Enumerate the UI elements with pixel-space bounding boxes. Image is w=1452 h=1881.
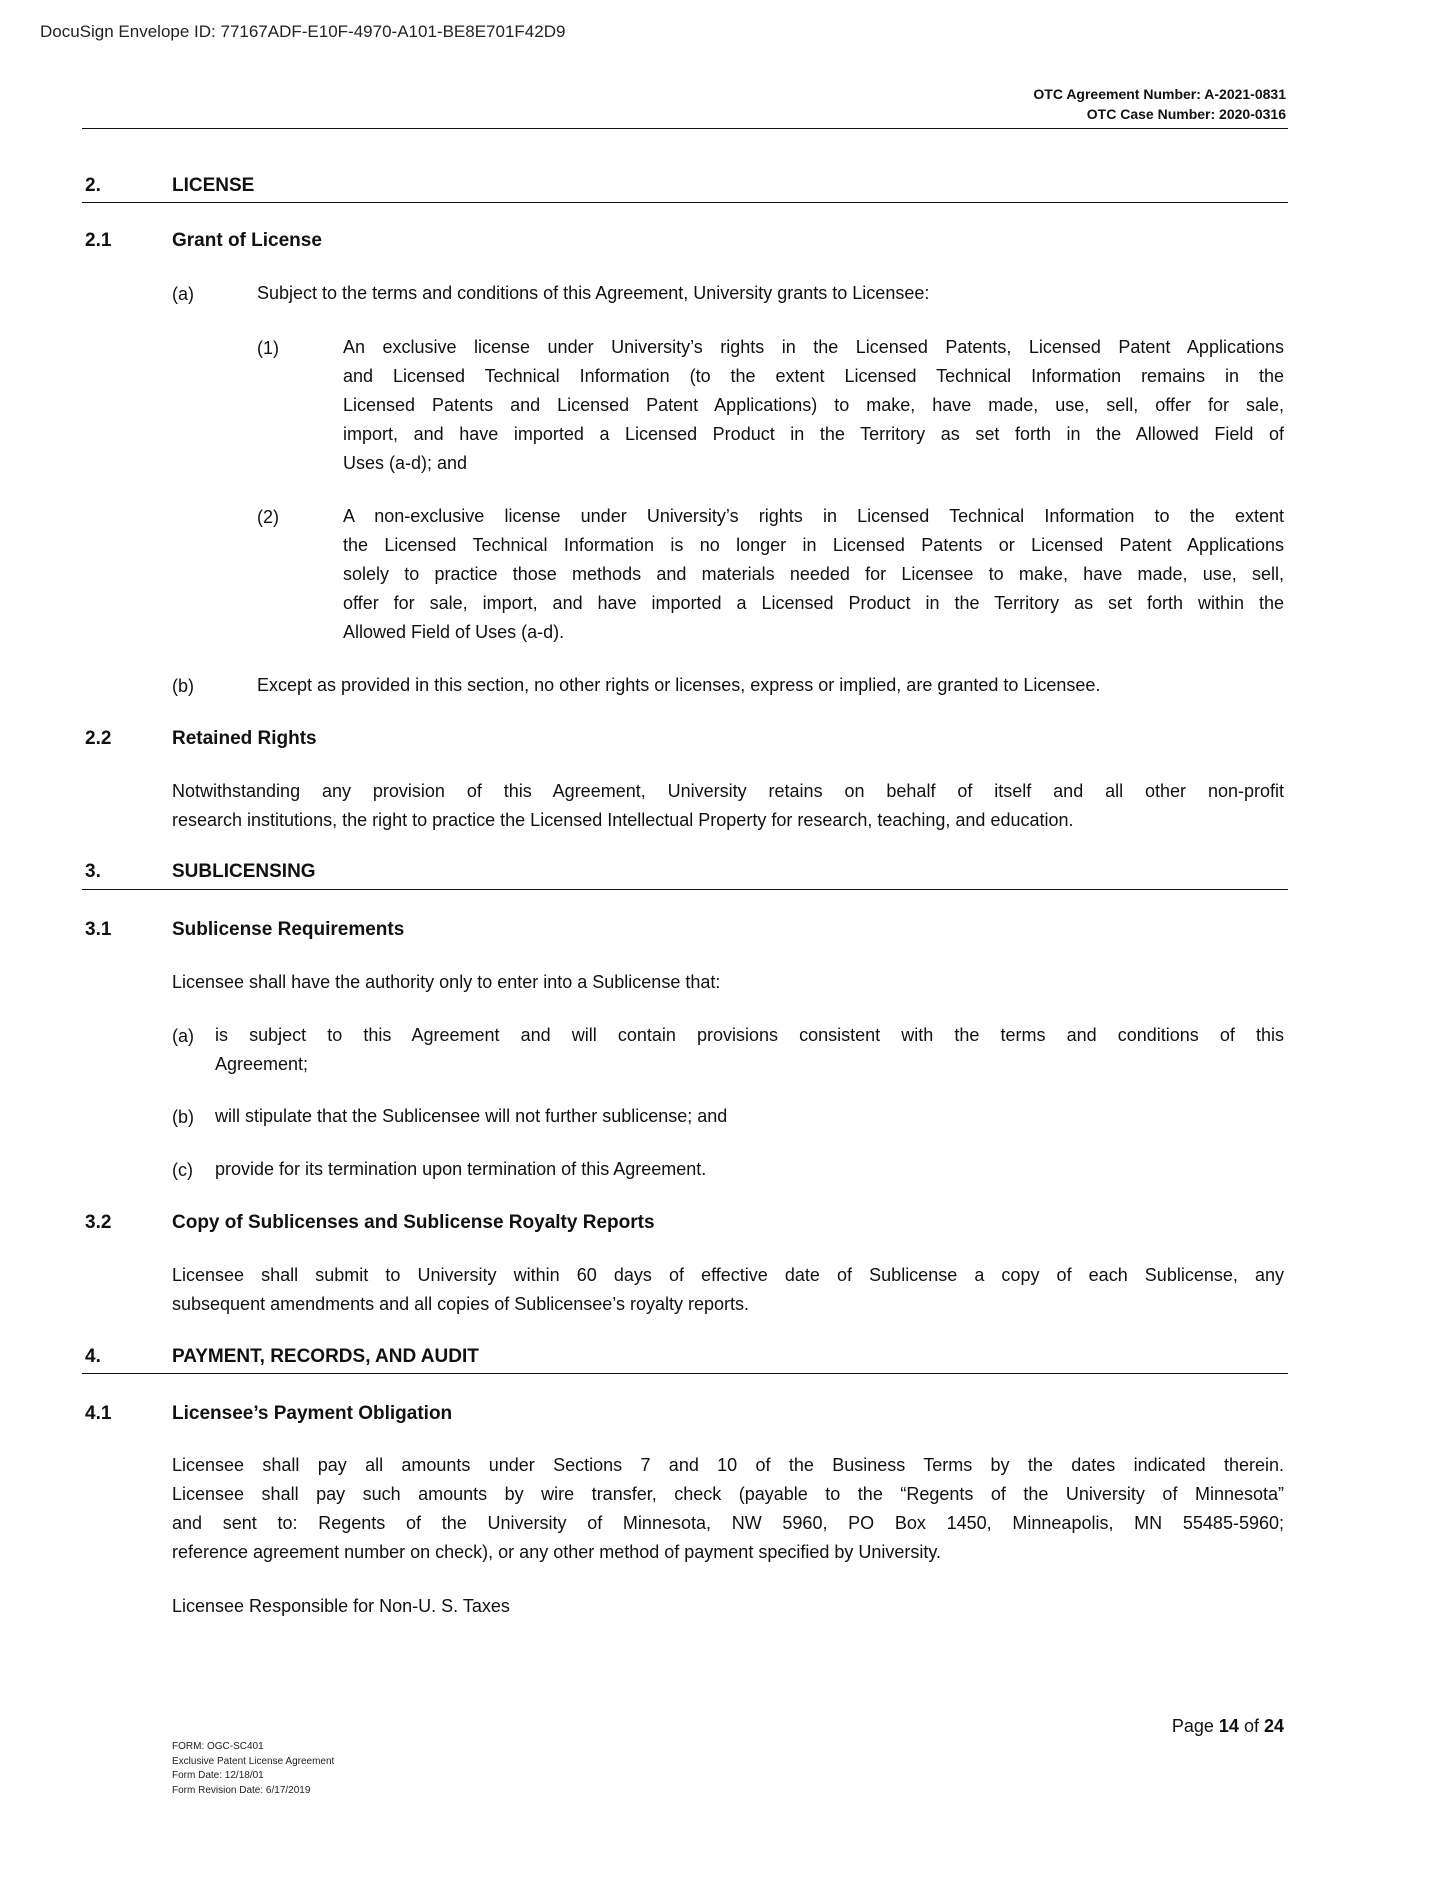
clause-2-1-a-1-text	[343, 333, 1284, 478]
section-2-title: LICENSE	[172, 175, 255, 196]
section-3-number: 3.	[85, 861, 101, 882]
clause-2-1-b-text	[257, 671, 1284, 700]
page-of: of	[1243, 1716, 1259, 1736]
text-line: An exclusive license under University’s rights in the Licensed Patents, Licensed Patent Applications	[343, 337, 1284, 357]
section-2-2-title: Retained Rights	[172, 728, 317, 749]
clause-3-1-a-label: (a)	[172, 1026, 194, 1046]
section-4-number: 4.	[85, 1346, 101, 1367]
page-total: 24	[1263, 1716, 1284, 1736]
section-3-title: SUBLICENSING	[172, 861, 316, 882]
clause-2-1-b-label: (b)	[172, 676, 194, 696]
clause-3-1-b-text	[215, 1102, 1284, 1131]
docusign-envelope-id: DocuSign Envelope ID: 77167ADF-E10F-4970-A101-BE8E701F42D9	[40, 22, 566, 41]
page-current: 14	[1218, 1716, 1239, 1736]
text-line: Subject to the terms and conditions of this Agreement, University grants to Licensee:	[257, 283, 930, 303]
otc-agreement-number: OTC Agreement Number: A-2021-0831	[1033, 86, 1286, 102]
text-line: Allowed Field of Uses (a-d).	[343, 622, 565, 642]
section-2-1-number: 2.1	[85, 230, 112, 251]
clause-3-1-c-label: (c)	[172, 1160, 193, 1180]
clause-2-1-a-2-label: (2)	[257, 507, 279, 527]
text-line: will stipulate that the Sublicensee will not further sublicense; and	[215, 1106, 728, 1126]
form-id: FORM: OGC-SC401	[172, 1741, 264, 1752]
section-2-1-title: Grant of License	[172, 230, 322, 251]
text-line: and Licensed Technical Information (to the extent Licensed Technical Information remains in the	[343, 366, 1284, 386]
text-line: Licensee shall submit to University within 60 days of effective date of Sublicense a copy of each Sublicense, any	[172, 1265, 1284, 1285]
text-line: reference agreement number on check), or any other method of payment specified by University.	[172, 1542, 942, 1562]
section-2-number: 2.	[85, 175, 101, 196]
text-line: and sent to: Regents of the University of Minnesota, NW 5960, PO Box 1450, Minneapolis, MN 55485-5960;	[172, 1513, 1284, 1533]
clause-3-1-c-text	[215, 1155, 1284, 1184]
text-line: Agreement;	[215, 1054, 309, 1074]
page-word: Page	[1171, 1716, 1214, 1736]
section-3-1-title: Sublicense Requirements	[172, 919, 405, 940]
text-line: research institutions, the right to practice the Licensed Intellectual Property for research, teaching, and education.	[172, 810, 1074, 830]
form-date: Form Date: 12/18/01	[172, 1770, 264, 1781]
form-name: Exclusive Patent License Agreement	[172, 1755, 335, 1767]
section-2-2-number: 2.2	[85, 728, 112, 749]
header-divider	[82, 128, 1288, 129]
clause-2-1-a-text	[257, 279, 1284, 308]
section-2-divider	[82, 202, 1288, 203]
text-line: A non-exclusive license under University’s rights in Licensed Technical Information to the extent	[343, 506, 1284, 526]
section-3-2-paragraph	[172, 1261, 1284, 1319]
text-line: Uses (a-d); and	[343, 453, 468, 473]
text-line: is subject to this Agreement and will contain provisions consistent with the terms and conditions of this	[215, 1025, 1284, 1045]
section-4-1-title: Licensee’s Payment Obligation	[172, 1403, 453, 1424]
clause-2-1-a-label: (a)	[172, 284, 194, 304]
form-info	[172, 1740, 334, 1798]
text-line: offer for sale, import, and have imported a Licensed Product in the Territory as set forth within the	[343, 593, 1284, 613]
clause-3-1-a-text	[215, 1021, 1284, 1079]
section-4-1-subheading	[172, 1592, 1284, 1621]
text-line: Licensee shall pay all amounts under Sections 7 and 10 of the Business Terms by the dates indicated therein.	[172, 1455, 1284, 1475]
section-3-divider	[82, 889, 1288, 890]
otc-case-number: OTC Case Number: 2020-0316	[1086, 106, 1286, 122]
section-4-divider	[82, 1373, 1288, 1374]
text-line: Licensee shall pay such amounts by wire transfer, check (payable to the “Regents of the University of Minnesota”	[172, 1484, 1284, 1504]
text-line: Except as provided in this section, no other rights or licenses, express or implied, are granted to Licensee.	[257, 675, 1101, 695]
section-3-1-number: 3.1	[85, 919, 112, 940]
clause-2-1-a-2-text	[343, 502, 1284, 647]
text-line: Licensed Patents and Licensed Patent Applications) to make, have made, use, sell, offer for sale,	[343, 395, 1284, 415]
text-line: Licensee Responsible for Non-U. S. Taxes	[172, 1596, 510, 1616]
text-line: import, and have imported a Licensed Product in the Territory as set forth in the Allowed Field of	[343, 424, 1284, 444]
section-3-2-number: 3.2	[85, 1212, 112, 1233]
section-4-title: PAYMENT, RECORDS, AND AUDIT	[172, 1346, 479, 1367]
text-line: Notwithstanding any provision of this Agreement, University retains on behalf of itself and all other non-profit	[172, 781, 1284, 801]
section-3-2-title: Copy of Sublicenses and Sublicense Royalty Reports	[172, 1212, 655, 1233]
text-line: Licensee shall have the authority only to enter into a Sublicense that:	[172, 972, 721, 992]
section-4-1-number: 4.1	[85, 1403, 112, 1424]
clause-2-1-a-1-label: (1)	[257, 338, 279, 358]
text-line: provide for its termination upon termination of this Agreement.	[215, 1159, 707, 1179]
section-3-1-intro	[172, 968, 1284, 997]
text-line: solely to practice those methods and materials needed for Licensee to make, have made, use, sell,	[343, 564, 1284, 584]
clause-3-1-b-label: (b)	[172, 1107, 194, 1127]
page-number	[1172, 1716, 1284, 1737]
section-2-2-paragraph	[172, 777, 1284, 835]
text-line: subsequent amendments and all copies of Sublicensee’s royalty reports.	[172, 1294, 750, 1314]
section-4-1-paragraph	[172, 1451, 1284, 1567]
form-revision-date: Form Revision Date: 6/17/2019	[172, 1784, 311, 1796]
text-line: the Licensed Technical Information is no longer in Licensed Patents or Licensed Patent Applications	[343, 535, 1284, 555]
